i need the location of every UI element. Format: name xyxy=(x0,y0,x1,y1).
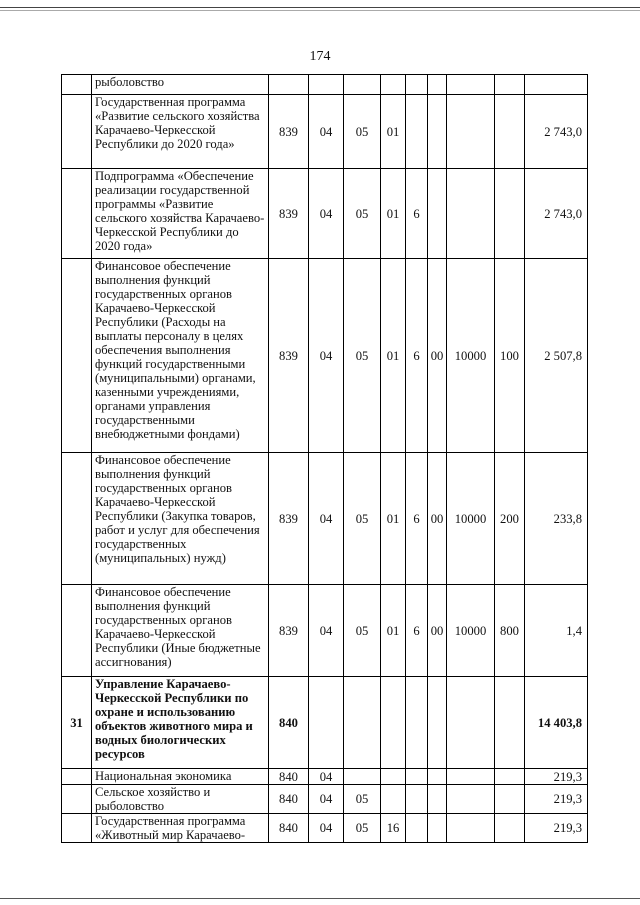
expense-type-cell xyxy=(495,677,525,769)
target-code-part4-cell xyxy=(447,169,495,259)
target-code-part4-cell: 10000 xyxy=(447,453,495,585)
ministry-code-cell: 840 xyxy=(269,769,309,785)
target-code-part3-cell xyxy=(428,169,447,259)
table-row xyxy=(62,785,588,814)
section-code-cell: 04 xyxy=(309,585,344,677)
subsection-code-cell xyxy=(344,677,381,769)
expense-type-cell xyxy=(495,814,525,843)
section-code-cell: 04 xyxy=(309,785,344,814)
top-scan-rule xyxy=(0,7,640,8)
budget-table xyxy=(61,74,588,843)
subsection-code-cell: 05 xyxy=(344,169,381,259)
target-code-part3-cell xyxy=(428,785,447,814)
target-code-part1-cell xyxy=(381,75,406,95)
table-row xyxy=(62,453,588,585)
target-code-part1-cell: 01 xyxy=(381,169,406,259)
section-code-cell: 04 xyxy=(309,453,344,585)
target-code-part2-cell: 6 xyxy=(406,453,428,585)
amount-cell: 14 403,8 xyxy=(525,677,588,769)
target-code-part4-cell xyxy=(447,769,495,785)
table-row xyxy=(62,75,588,95)
target-code-part1-cell: 16 xyxy=(381,814,406,843)
table-row xyxy=(62,169,588,259)
item-name-cell: Сельское хозяйство и рыболовство xyxy=(92,785,269,814)
target-code-part4-cell xyxy=(447,75,495,95)
section-code-cell xyxy=(309,677,344,769)
target-code-part4-cell: 10000 xyxy=(447,259,495,453)
target-code-part2-cell: 6 xyxy=(406,259,428,453)
item-name-cell: Финансовое обеспечение выполнения функций государственных органов Карачаево-Черкесской Республики (Закупка товаров, работ и услуг для обеспечения государственных (муниципальных) нужд) xyxy=(92,453,269,585)
target-code-part3-cell: 00 xyxy=(428,453,447,585)
amount-cell: 1,4 xyxy=(525,585,588,677)
table-row xyxy=(62,259,588,453)
target-code-part1-cell xyxy=(381,785,406,814)
amount-cell xyxy=(525,75,588,95)
ministry-code-cell xyxy=(269,75,309,95)
target-code-part2-cell: 6 xyxy=(406,169,428,259)
row-number-cell xyxy=(62,453,92,585)
target-code-part1-cell: 01 xyxy=(381,585,406,677)
item-name-cell: Государственная программа «Животный мир Карачаево- xyxy=(92,814,269,843)
target-code-part2-cell xyxy=(406,814,428,843)
subsection-code-cell: 05 xyxy=(344,453,381,585)
amount-cell: 2 743,0 xyxy=(525,95,588,169)
ministry-code-cell: 839 xyxy=(269,259,309,453)
row-number-cell xyxy=(62,259,92,453)
target-code-part2-cell xyxy=(406,95,428,169)
section-code-cell: 04 xyxy=(309,169,344,259)
expense-type-cell: 100 xyxy=(495,259,525,453)
amount-cell: 233,8 xyxy=(525,453,588,585)
ministry-code-cell: 840 xyxy=(269,814,309,843)
target-code-part3-cell: 00 xyxy=(428,259,447,453)
page-number: 174 xyxy=(309,49,331,64)
section-code-cell: 04 xyxy=(309,814,344,843)
row-number-cell xyxy=(62,169,92,259)
section-code-cell: 04 xyxy=(309,259,344,453)
item-name-cell: Государственная программа «Развитие сельского хозяйства Карачаево-Черкесской Республики до 2020 года» xyxy=(92,95,269,169)
subsection-code-cell: 05 xyxy=(344,95,381,169)
target-code-part4-cell xyxy=(447,95,495,169)
expense-type-cell: 200 xyxy=(495,453,525,585)
target-code-part1-cell: 01 xyxy=(381,453,406,585)
amount-cell: 219,3 xyxy=(525,814,588,843)
expense-type-cell xyxy=(495,169,525,259)
target-code-part3-cell xyxy=(428,814,447,843)
ministry-code-cell: 839 xyxy=(269,453,309,585)
target-code-part2-cell xyxy=(406,769,428,785)
target-code-part1-cell xyxy=(381,769,406,785)
target-code-part3-cell: 00 xyxy=(428,585,447,677)
target-code-part1-cell: 01 xyxy=(381,259,406,453)
top-scan-rule-secondary xyxy=(0,10,640,11)
item-name-cell: Финансовое обеспечение выполнения функций государственных органов Карачаево-Черкесской Республики (Иные бюджетные ассигнования) xyxy=(92,585,269,677)
table-row xyxy=(62,677,588,769)
target-code-part3-cell xyxy=(428,75,447,95)
target-code-part1-cell xyxy=(381,677,406,769)
subsection-code-cell: 05 xyxy=(344,585,381,677)
section-code-cell xyxy=(309,75,344,95)
target-code-part2-cell xyxy=(406,785,428,814)
row-number-cell: 31 xyxy=(62,677,92,769)
target-code-part4-cell: 10000 xyxy=(447,585,495,677)
budget-table-body xyxy=(62,75,588,843)
ministry-code-cell: 839 xyxy=(269,95,309,169)
ministry-code-cell: 839 xyxy=(269,585,309,677)
item-name-cell: Подпрограмма «Обеспечение реализации государственной программы «Развитие сельского хозяйства Карачаево-Черкесской Республики до 2020 года» xyxy=(92,169,269,259)
amount-cell: 2 507,8 xyxy=(525,259,588,453)
target-code-part4-cell xyxy=(447,677,495,769)
item-name-cell: рыболовство xyxy=(92,75,269,95)
table-row xyxy=(62,814,588,843)
row-number-cell xyxy=(62,785,92,814)
table-row xyxy=(62,585,588,677)
ministry-code-cell: 839 xyxy=(269,169,309,259)
expense-type-cell xyxy=(495,75,525,95)
expense-type-cell xyxy=(495,785,525,814)
subsection-code-cell: 05 xyxy=(344,814,381,843)
subsection-code-cell xyxy=(344,769,381,785)
row-number-cell xyxy=(62,75,92,95)
amount-cell: 219,3 xyxy=(525,785,588,814)
row-number-cell xyxy=(62,814,92,843)
subsection-code-cell: 05 xyxy=(344,785,381,814)
target-code-part2-cell xyxy=(406,677,428,769)
target-code-part4-cell xyxy=(447,814,495,843)
target-code-part2-cell: 6 xyxy=(406,585,428,677)
expense-type-cell: 800 xyxy=(495,585,525,677)
subsection-code-cell xyxy=(344,75,381,95)
item-name-cell: Финансовое обеспечение выполнения функций государственных органов Карачаево-Черкесской Республики (Расходы на выплаты персоналу в целях обеспечения выполнения функций государственными (муниципальными) органами, казенными учреждениями, органами управления государственными внебюджетными фондами) xyxy=(92,259,269,453)
target-code-part1-cell: 01 xyxy=(381,95,406,169)
row-number-cell xyxy=(62,95,92,169)
item-name-cell: Управление Карачаево-Черкесской Республики по охране и использованию объектов животного мира и водных биологических ресурсов xyxy=(92,677,269,769)
item-name-cell: Национальная экономика xyxy=(92,769,269,785)
section-code-cell: 04 xyxy=(309,95,344,169)
target-code-part3-cell xyxy=(428,95,447,169)
table-row xyxy=(62,95,588,169)
section-code-cell: 04 xyxy=(309,769,344,785)
row-number-cell xyxy=(62,585,92,677)
target-code-part2-cell xyxy=(406,75,428,95)
row-number-cell xyxy=(62,769,92,785)
target-code-part3-cell xyxy=(428,677,447,769)
amount-cell: 219,3 xyxy=(525,769,588,785)
expense-type-cell xyxy=(495,769,525,785)
expense-type-cell xyxy=(495,95,525,169)
ministry-code-cell: 840 xyxy=(269,677,309,769)
table-row xyxy=(62,769,588,785)
subsection-code-cell: 05 xyxy=(344,259,381,453)
target-code-part3-cell xyxy=(428,769,447,785)
target-code-part4-cell xyxy=(447,785,495,814)
bottom-scan-rule xyxy=(0,898,640,899)
ministry-code-cell: 840 xyxy=(269,785,309,814)
amount-cell: 2 743,0 xyxy=(525,169,588,259)
